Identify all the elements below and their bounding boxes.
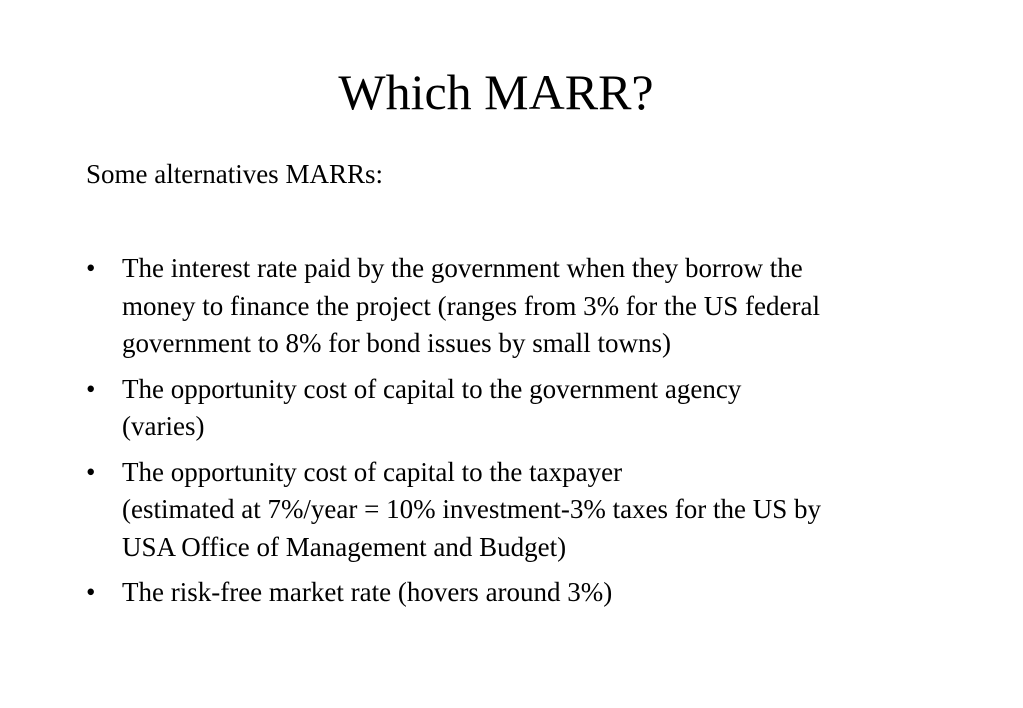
bullet-item (86, 250, 956, 363)
intro-text: Some alternatives MARRs: (86, 159, 383, 189)
bullet-text-line: The risk-free market rate (hovers around 3%) (122, 577, 613, 607)
bullet-item (86, 574, 956, 612)
bullet-dot-icon: • (86, 253, 96, 283)
bullet-text-line: USA Office of Management and Budget) (122, 531, 567, 562)
slide-title: Which MARR? (338, 64, 654, 120)
bullet-item (86, 454, 956, 567)
bullet-dot-icon: • (86, 577, 96, 607)
bullet-text-line: (varies) (122, 411, 205, 441)
bullet-dot-icon: • (86, 456, 96, 487)
bullet-text-line: government to 8% for bond issues by small towns) (122, 328, 671, 358)
bullet-text-line: The opportunity cost of capital to the taxpayer (122, 456, 623, 487)
bullet-text-line: money to finance the project (ranges from 3% for the US federal (122, 290, 820, 321)
bullet-list (86, 250, 956, 620)
bullet-dot-icon: • (86, 373, 96, 404)
bullet-text-line: (estimated at 7%/year = 10% investment-3% taxes for the US by (122, 494, 822, 524)
bullet-text-line: The opportunity cost of capital to the government agency (122, 373, 742, 404)
bullet-text-line: The interest rate paid by the government when they borrow the (122, 253, 803, 283)
bullet-item (86, 371, 956, 446)
